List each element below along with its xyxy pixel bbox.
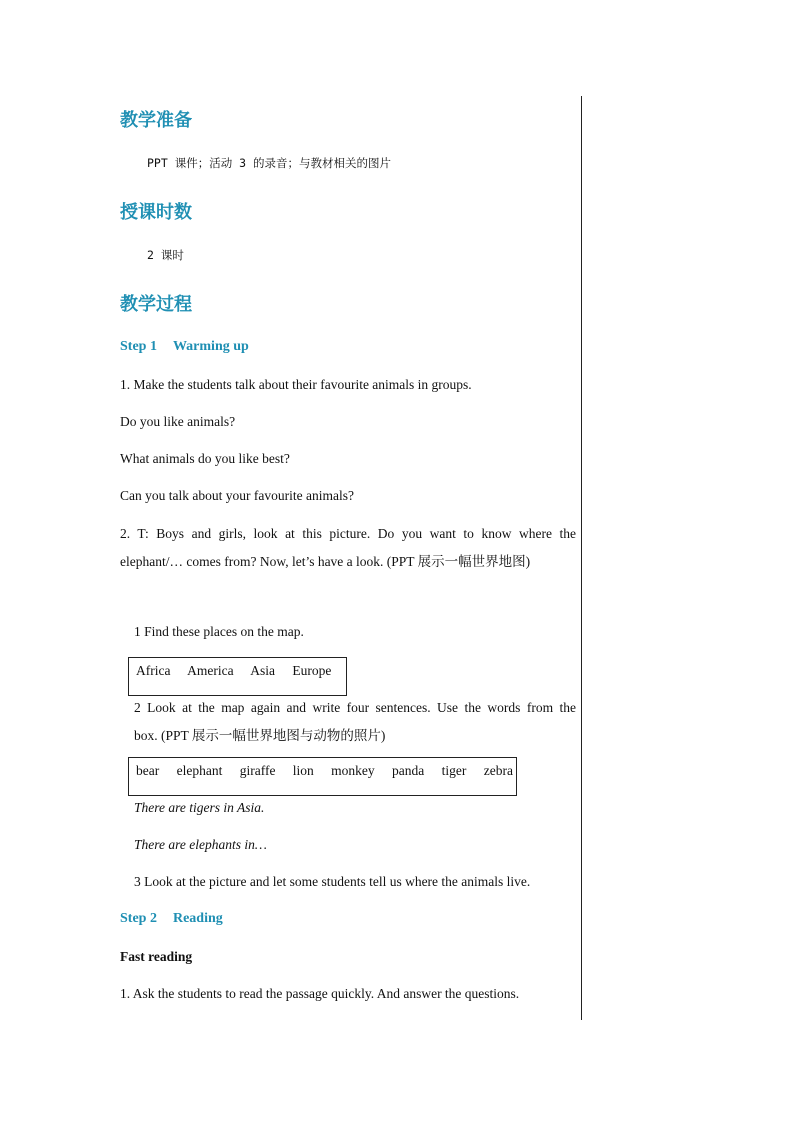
question-1: Do you like animals?: [120, 414, 236, 429]
places-word-box: [128, 657, 347, 696]
step1-item2-line2: elephant/… comes from? Now, let’s have a look. (PPT 展示一幅世界地图): [120, 554, 531, 569]
process-heading: 教学过程: [120, 294, 192, 315]
step1-item3: 3 Look at the picture and let some students tell us where the animals live.: [134, 874, 531, 889]
step1-title: Warming up: [172, 339, 249, 354]
look-map-line2: box. (PPT 展示一幅世界地图与动物的照片): [134, 728, 386, 743]
step2-item1: 1. Ask the students to read the passage quickly. And answer the questions.: [120, 986, 520, 1001]
question-2: What animals do you like best?: [120, 451, 290, 466]
find-places-instruction: 1 Find these places on the map.: [134, 624, 304, 639]
right-border-line: [581, 96, 582, 1020]
step1-item1: 1. Make the students talk about their favourite animals in groups.: [120, 377, 472, 392]
animals-words: bear elephant giraffe lion monkey panda tiger zebra: [136, 763, 513, 778]
hours-text: 2 课时: [147, 248, 184, 262]
look-map-line1: 2 Look at the map again and write four sentences. Use the words from the: [134, 700, 576, 715]
example-sentence-1: There are tigers in Asia.: [134, 800, 265, 815]
step1-label: Step 1: [120, 339, 157, 354]
question-3: Can you talk about your favourite animals?: [120, 488, 354, 503]
example-sentence-2: There are elephants in…: [134, 837, 267, 852]
step2-title: Reading: [172, 911, 223, 926]
hours-heading: 授课时数: [120, 202, 192, 223]
fast-reading-heading: Fast reading: [120, 949, 193, 964]
animals-word-box: [128, 757, 517, 796]
places-words: Africa America Asia Europe: [136, 663, 332, 678]
prep-heading: 教学准备: [120, 110, 192, 131]
step1-heading: [120, 339, 249, 355]
prep-text: PPT 课件；活动 3 的录音；与教材相关的图片: [147, 156, 391, 170]
step2-label: Step 2: [120, 911, 157, 926]
step2-heading: [120, 911, 223, 927]
step1-item2-line1: 2. T: Boys and girls, look at this picture. Do you want to know where the: [120, 526, 576, 541]
